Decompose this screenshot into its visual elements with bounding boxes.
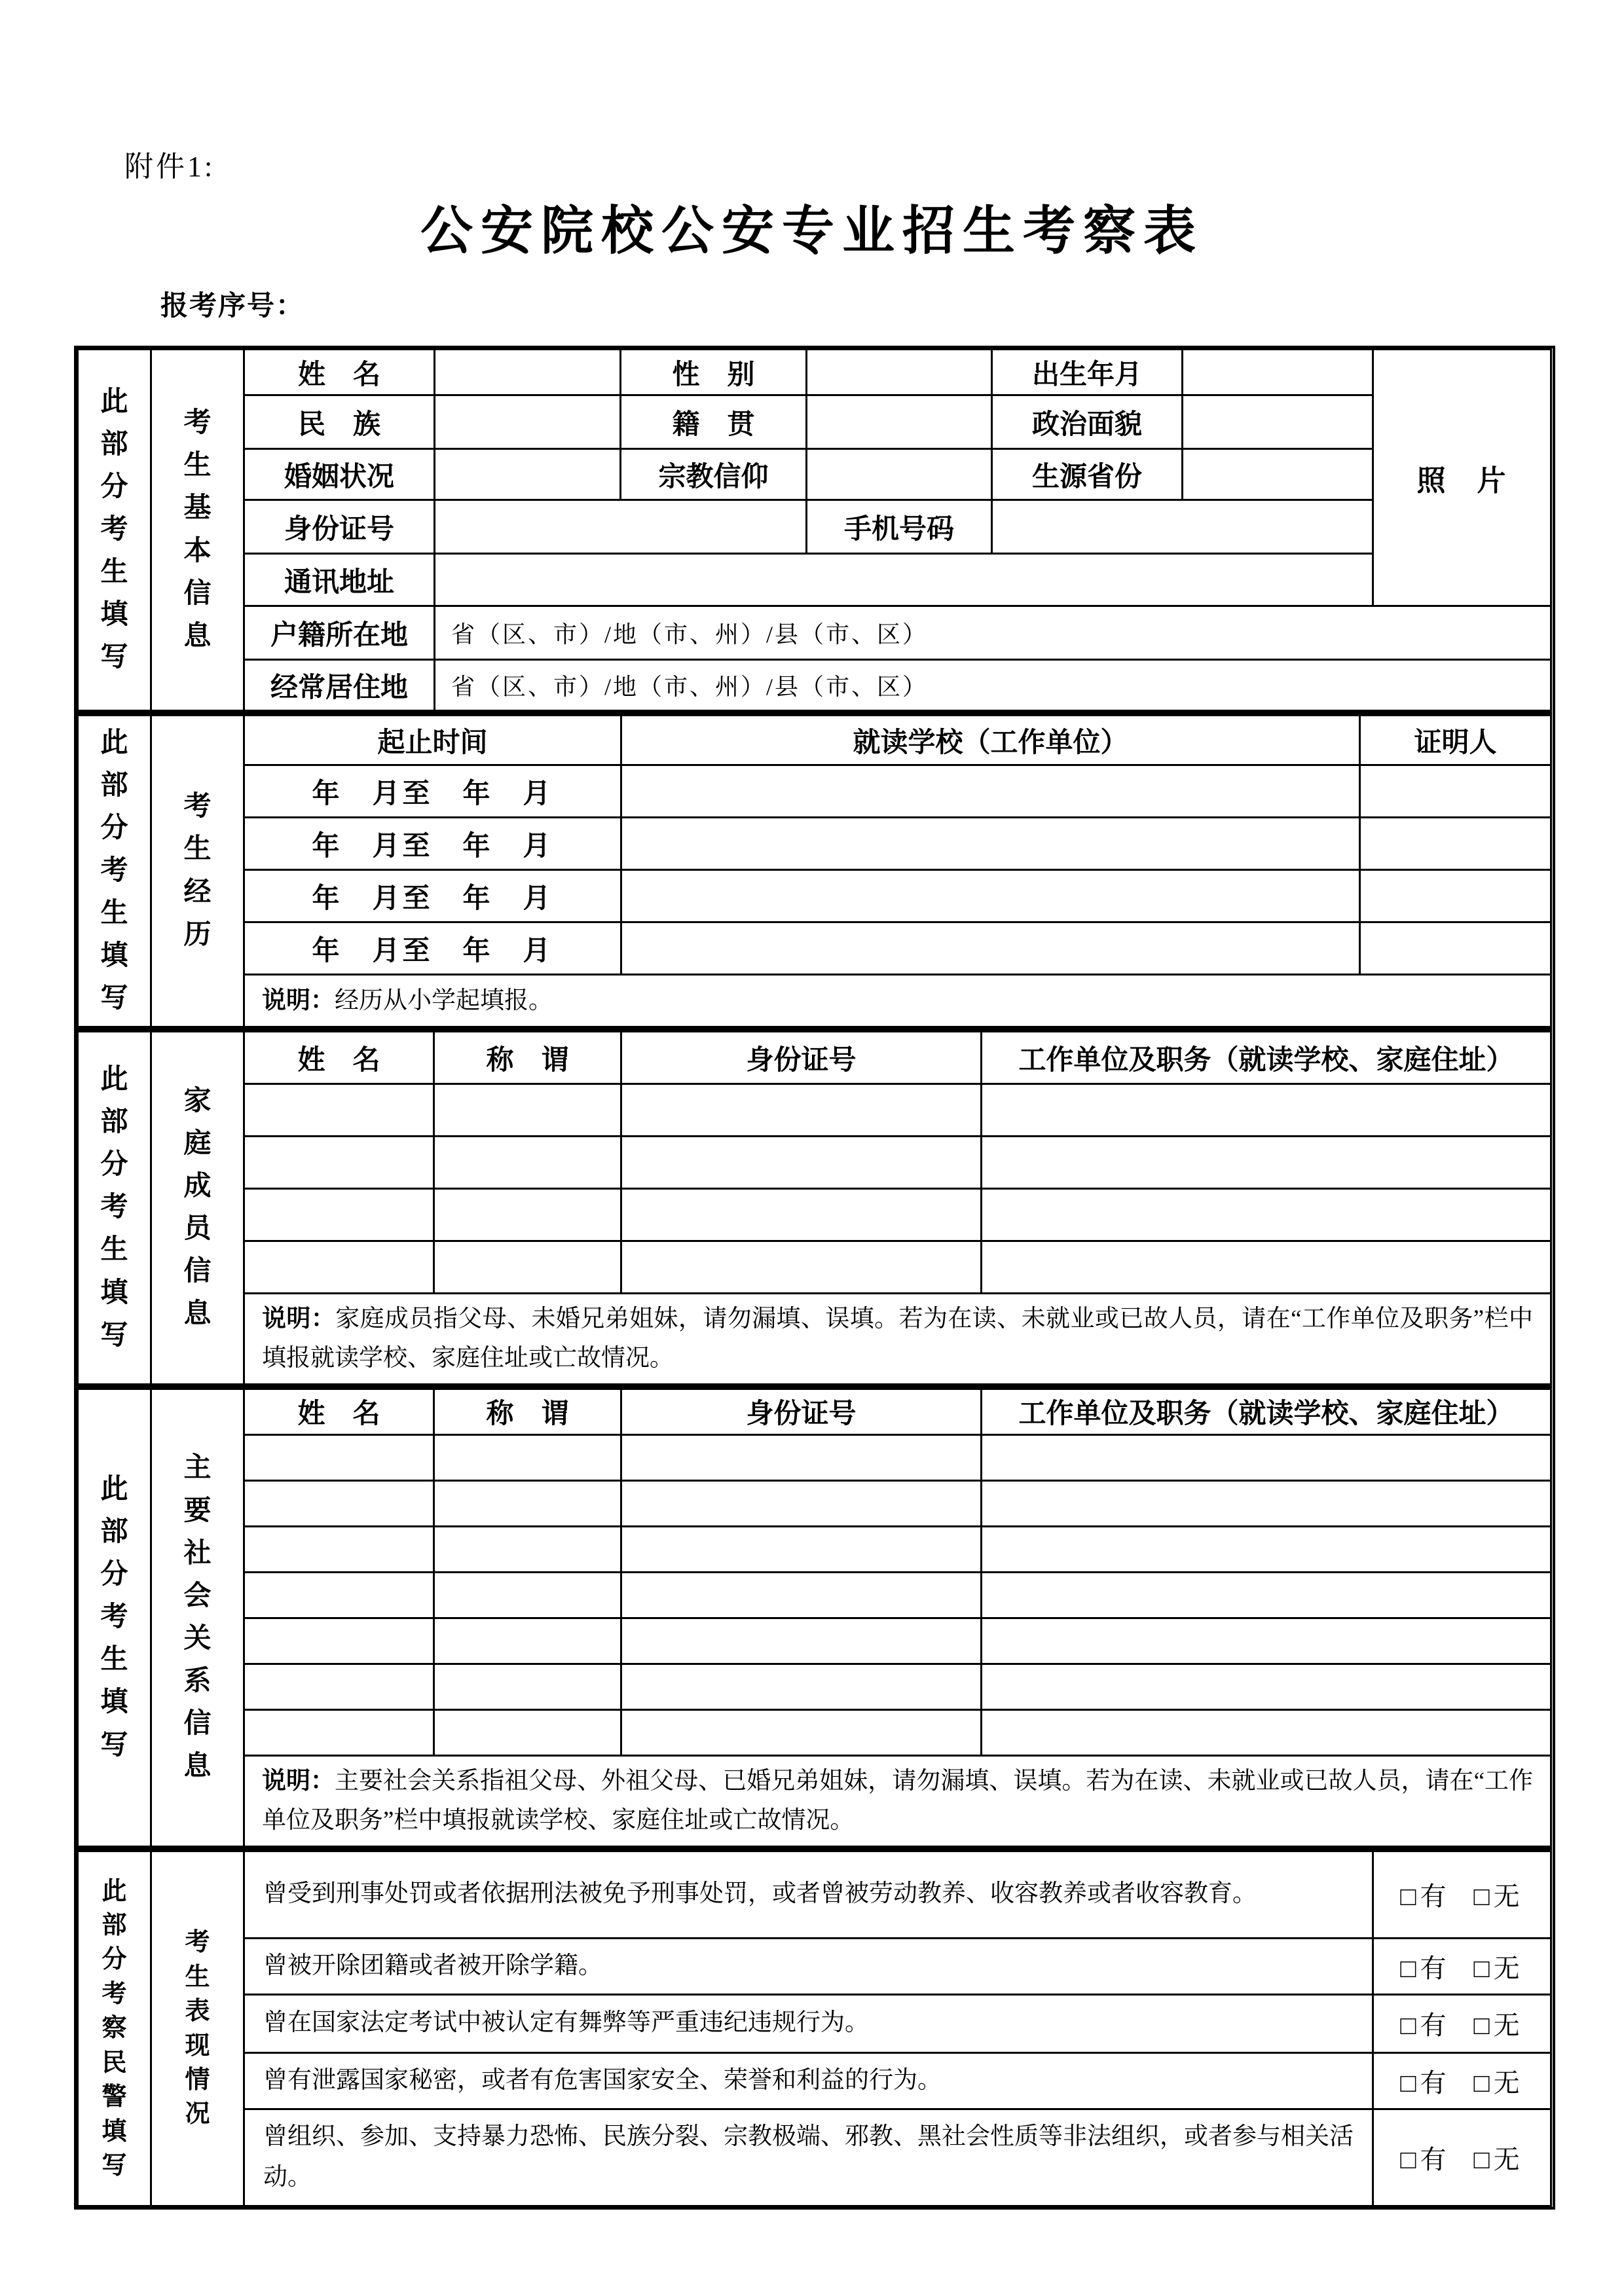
social-4-relation[interactable] <box>434 1572 621 1618</box>
section-performance <box>77 1848 1552 2208</box>
label-religion: 宗教信仰 <box>621 449 807 500</box>
experience-period-1[interactable]: 年 月至 年 月 <box>244 765 621 818</box>
social-6-name[interactable] <box>244 1664 434 1709</box>
social-1-relation[interactable] <box>434 1434 621 1480</box>
label-household-location: 户籍所在地 <box>244 606 435 660</box>
statement-2-checkboxes <box>1373 1938 1551 1994</box>
side-label-cell-experience <box>78 714 151 1027</box>
examination-form <box>74 346 1555 2210</box>
social-2-name[interactable] <box>244 1480 434 1526</box>
label-mailing-address: 通讯地址 <box>244 554 435 606</box>
family-note <box>244 1294 1551 1385</box>
experience-reference-1[interactable] <box>1360 765 1551 818</box>
group-label-experience: 考生经历 <box>183 792 212 950</box>
input-ethnicity[interactable] <box>435 395 621 449</box>
input-marital-status[interactable] <box>435 449 621 500</box>
social-3-work[interactable] <box>982 1526 1551 1572</box>
input-native-place[interactable] <box>807 395 992 449</box>
side-label-cell-family <box>78 1030 151 1385</box>
statement-5-checkboxes <box>1373 2109 1551 2206</box>
side-label-cell-social <box>78 1387 151 1846</box>
statement-3-checkboxes <box>1373 1994 1551 2052</box>
input-household-location[interactable]: 省（区、市）/地（市、州）/县（市、区） <box>435 606 1551 660</box>
social-5-name[interactable] <box>244 1618 434 1664</box>
experience-note-text: 经历从小学起填报。 <box>335 987 553 1014</box>
social-4-id[interactable] <box>621 1572 982 1618</box>
social-header-id: 身份证号 <box>621 1387 982 1434</box>
section-family-members <box>77 1028 1552 1385</box>
group-label-cell-social <box>151 1387 244 1846</box>
input-habitual-residence[interactable]: 省（区、市）/地（市、州）/县（市、区） <box>435 660 1551 711</box>
label-native-place: 籍 贯 <box>621 395 807 449</box>
label-habitual-residence: 经常居住地 <box>244 660 435 711</box>
social-6-relation[interactable] <box>434 1664 621 1709</box>
family-1-relation[interactable] <box>434 1084 621 1137</box>
statement-4-checkbox-has[interactable]: □有 <box>1400 2068 1450 2098</box>
family-header-name: 姓 名 <box>244 1030 434 1084</box>
group-label-family: 家庭成员信息 <box>183 1085 212 1330</box>
photo-cell[interactable]: 照 片 <box>1373 350 1551 606</box>
family-2-relation[interactable] <box>434 1137 621 1189</box>
statement-5-checkbox-none[interactable]: □无 <box>1473 2144 1524 2174</box>
experience-note-label: 说明： <box>262 987 335 1014</box>
header-reference: 证明人 <box>1360 714 1551 765</box>
social-2-work[interactable] <box>982 1480 1551 1526</box>
family-2-name[interactable] <box>244 1137 434 1189</box>
input-name[interactable] <box>435 350 621 395</box>
statement-3-checkbox-has[interactable]: □有 <box>1400 2011 1450 2041</box>
group-label-cell-basic <box>151 350 244 711</box>
statement-1-checkbox-has[interactable]: □有 <box>1400 1882 1450 1912</box>
input-mailing-address[interactable] <box>435 554 1373 606</box>
header-period: 起止时间 <box>244 714 621 765</box>
label-name: 姓 名 <box>244 350 435 395</box>
social-5-relation[interactable] <box>434 1618 621 1664</box>
family-header-id: 身份证号 <box>621 1030 982 1084</box>
group-label-social: 主要社会关系信息 <box>183 1453 212 1782</box>
family-4-work[interactable] <box>982 1241 1551 1294</box>
family-3-relation[interactable] <box>434 1189 621 1241</box>
statement-3-checkbox-none[interactable]: □无 <box>1473 2011 1524 2041</box>
family-2-id[interactable] <box>621 1137 982 1189</box>
group-label-cell-family <box>151 1030 244 1385</box>
label-ethnicity: 民 族 <box>244 395 435 449</box>
social-6-work[interactable] <box>982 1664 1551 1709</box>
family-4-id[interactable] <box>621 1241 982 1294</box>
family-2-work[interactable] <box>982 1137 1551 1189</box>
experience-period-4[interactable]: 年 月至 年 月 <box>244 922 621 975</box>
experience-school-4[interactable] <box>621 922 1360 975</box>
family-3-work[interactable] <box>982 1189 1551 1241</box>
social-7-work[interactable] <box>982 1709 1551 1755</box>
social-header-work: 工作单位及职务（就读学校、家庭住址） <box>982 1387 1551 1434</box>
application-number-label: 报考序号： <box>160 291 305 321</box>
side-label-performance: 此部分考察民警填写 <box>101 1877 127 2180</box>
social-3-name[interactable] <box>244 1526 434 1572</box>
social-4-name[interactable] <box>244 1572 434 1618</box>
side-label-social: 此部分考生填写 <box>100 1474 128 1760</box>
side-label-basic: 此部分考生填写 <box>100 386 128 673</box>
section-basic-info <box>77 348 1552 712</box>
family-3-name[interactable] <box>244 1189 434 1241</box>
family-1-name[interactable] <box>244 1084 434 1137</box>
statement-1-checkboxes <box>1373 1850 1551 1938</box>
input-political-status[interactable] <box>1183 395 1373 449</box>
attachment-label: 附件1: <box>124 151 215 183</box>
statement-2-checkbox-has[interactable]: □有 <box>1400 1953 1450 1983</box>
family-4-name[interactable] <box>244 1241 434 1294</box>
label-birth-date: 出生年月 <box>992 350 1183 395</box>
family-1-work[interactable] <box>982 1084 1551 1137</box>
statement-3: 曾在国家法定考试中被认定有舞弊等严重违纪违规行为。 <box>244 1994 1373 2052</box>
social-7-id[interactable] <box>621 1709 982 1755</box>
social-note <box>244 1755 1551 1846</box>
family-note-label: 说明： <box>262 1305 336 1332</box>
side-label-cell-basic <box>78 350 151 711</box>
label-political-status: 政治面貌 <box>992 395 1183 449</box>
group-label-cell-experience <box>151 714 244 1027</box>
statement-2-checkbox-none[interactable]: □无 <box>1473 1953 1524 1983</box>
family-3-id[interactable] <box>621 1189 982 1241</box>
label-mobile: 手机号码 <box>807 500 992 554</box>
experience-period-3[interactable]: 年 月至 年 月 <box>244 870 621 922</box>
input-id-number[interactable] <box>435 500 807 554</box>
input-birth-date[interactable] <box>1183 350 1373 395</box>
family-note-text: 家庭成员指父母、未婚兄弟姐妹，请勿漏填、误填。若为在读、未就业或已故人员，请在“工作单位及职务”栏中填报就读学校、家庭住址或亡故情况。 <box>262 1305 1534 1372</box>
social-5-work[interactable] <box>982 1618 1551 1664</box>
section-social-relations <box>77 1385 1552 1848</box>
family-4-relation[interactable] <box>434 1241 621 1294</box>
social-3-relation[interactable] <box>434 1526 621 1572</box>
group-label-performance: 考生表现情况 <box>185 1929 210 2128</box>
social-1-name[interactable] <box>244 1434 434 1480</box>
experience-school-1[interactable] <box>621 765 1360 818</box>
statement-1-checkbox-none[interactable]: □无 <box>1473 1882 1524 1912</box>
social-6-id[interactable] <box>621 1664 982 1709</box>
social-header-name: 姓 名 <box>244 1387 434 1434</box>
label-marital-status: 婚姻状况 <box>244 449 435 500</box>
social-4-work[interactable] <box>982 1572 1551 1618</box>
side-label-cell-performance <box>78 1850 151 2206</box>
group-label-basic: 考生基本信息 <box>183 408 212 651</box>
page-title: 公安院校公安专业招生考察表 <box>420 203 1204 261</box>
family-header-relation: 称 谓 <box>434 1030 621 1084</box>
experience-period-2[interactable]: 年 月至 年 月 <box>244 818 621 870</box>
experience-school-2[interactable] <box>621 818 1360 870</box>
statement-4: 曾有泄露国家秘密，或者有危害国家安全、荣誉和利益的行为。 <box>244 2052 1373 2109</box>
input-mobile[interactable] <box>992 500 1373 554</box>
group-label-cell-performance <box>151 1850 244 2206</box>
statement-5-checkbox-has[interactable]: □有 <box>1400 2144 1450 2174</box>
statement-4-checkboxes <box>1373 2052 1551 2109</box>
experience-reference-2[interactable] <box>1360 818 1551 870</box>
header-school: 就读学校（工作单位） <box>621 714 1360 765</box>
social-7-relation[interactable] <box>434 1709 621 1755</box>
social-5-id[interactable] <box>621 1618 982 1664</box>
input-source-province[interactable] <box>1183 449 1373 500</box>
input-religion[interactable] <box>807 449 992 500</box>
statement-4-checkbox-none[interactable]: □无 <box>1473 2068 1524 2098</box>
family-header-work: 工作单位及职务（就读学校、家庭住址） <box>982 1030 1551 1084</box>
experience-note <box>244 975 1551 1027</box>
experience-reference-3[interactable] <box>1360 870 1551 922</box>
label-gender: 性 别 <box>621 350 807 395</box>
side-label-experience: 此部分考生填写 <box>100 727 128 1014</box>
input-gender[interactable] <box>807 350 992 395</box>
social-2-relation[interactable] <box>434 1480 621 1526</box>
family-1-id[interactable] <box>621 1084 982 1137</box>
experience-school-3[interactable] <box>621 870 1360 922</box>
social-header-relation: 称 谓 <box>434 1387 621 1434</box>
social-note-text: 主要社会关系指祖父母、外祖父母、已婚兄弟姐妹，请勿漏填、误填。若为在读、未就业或已故人员，请在“工作单位及职务”栏中填报就读学校、家庭住址或亡故情况。 <box>262 1767 1534 1834</box>
social-1-work[interactable] <box>982 1434 1551 1480</box>
side-label-family: 此部分考生填写 <box>100 1065 128 1351</box>
experience-reference-4[interactable] <box>1360 922 1551 975</box>
social-7-name[interactable] <box>244 1709 434 1755</box>
section-experience <box>77 712 1552 1028</box>
statement-2: 曾被开除团籍或者被开除学籍。 <box>244 1938 1373 1994</box>
social-3-id[interactable] <box>621 1526 982 1572</box>
statement-1: 曾受到刑事处罚或者依据刑法被免予刑事处罚，或者曾被劳动教养、收容教养或者收容教育。 <box>244 1850 1373 1938</box>
label-id-number: 身份证号 <box>244 500 435 554</box>
social-2-id[interactable] <box>621 1480 982 1526</box>
social-note-label: 说明： <box>262 1767 335 1795</box>
statement-5: 曾组织、参加、支持暴力恐怖、民族分裂、宗教极端、邪教、黑社会性质等非法组织，或者参与相关活动。 <box>244 2109 1373 2206</box>
social-1-id[interactable] <box>621 1434 982 1480</box>
label-source-province: 生源省份 <box>992 449 1183 500</box>
